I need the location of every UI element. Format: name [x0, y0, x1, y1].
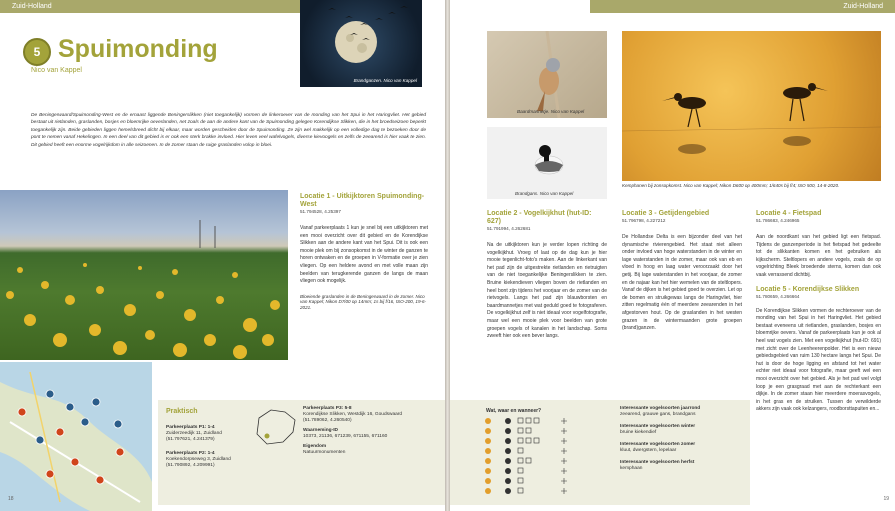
- waarneming-label: Waarneming-ID: [303, 428, 339, 433]
- moon-geese-illustration: [300, 0, 422, 87]
- header-band-left: [0, 0, 312, 13]
- parking-3-coords: (51.789062, 4.260540): [303, 418, 352, 423]
- location-2-title: Locatie 2 - Vogelkijkhut (hut-ID: 627): [487, 210, 592, 225]
- flowers-caption: Bloeiende graslanden in de Beningerwaard in de zomer. Nico van Kappel; Nikon D7i00 op 14mm; 1s bij f/16, ISO-200, 19-6-2021.: [300, 293, 427, 310]
- parking-1-address: Zuiderzeedijk 11, Zuidland: [166, 431, 222, 436]
- location-2-text: Na de uitkijktoren kun je verder lopen richting de vogelkijkhut. Vroeg of laat op de dag kun je hier mooie tegenlicht-foto's maken. Aan de linkerkant van het pad zijn de uitgestrekte rietlanden en rietruigten van de niet toegankelijke Beningerslikken te zien. Bruine kiekendieven vliegen boven de rietlanden en heel bont zijn tijdens het voorjaar en de zomer van de rietvogels. Langs het pad zijn blauwborsten en baardmannetjes met wat geduld goed te fotograferen. De vogelkijkhut zelf is niet ideaal voor vogelfotografie, maar wel een mooie plek voor beelden van grote groepen vogels of kanalen in het landschap. Soms zweeft hier ook een bever langs.: [487, 242, 607, 340]
- eigendom-value: Natuurmonumenten: [303, 450, 346, 455]
- waarneming-ids: 10373, 21136, 671239, 671155, 671160: [303, 434, 388, 439]
- season-icon-grid: [484, 416, 584, 501]
- species-summer-label: Interessante vogelsoorten zomer: [620, 442, 696, 447]
- author-name: Nico van Kappel: [31, 67, 82, 74]
- province-outline-map: [253, 406, 299, 448]
- bearded-tit-illustration: [487, 31, 607, 118]
- parking-3-info: [303, 406, 413, 456]
- intro-text: De Beningerwaard/Spuimonding-West en de ernaast liggende Beningerslikken (niet toegankelijk) vormen de linkeroever van de monding van het Spui in het Haringvliet. Het gebied bestaat uit rietlanden, graslanden, bosjes en bloemrijke oeverlanden, net zoals de aan de andere kant van de Spuimonding gelegen Korendijkse Slikken, die in het broedseizoen beperkt toegankelijk zijn. Beide gebieden liggen hemelsbreed dicht bij elkaar, maar worden gescheiden door de Spuimonding. Ze zijn wel makkelijk op een volledige dag te bezoeken door de pont te nemen vanaf Hekelingen. In een deel van dit gebied is er ook een sterk brakke invloed. Hier leven veel wafelvogels, diverse kievoogels en zelfs de zeearend is hier vaak te zien. Dit gebied heeft een enorme vogelrijkdom in alle seizoenen. In de zomer staan de ruige graslanden volop in bloei.: [31, 113, 426, 148]
- species-summer-value: kluut, dwergstern, lepelaar: [620, 448, 677, 453]
- parking-2-label: Parkeerplaats P2: 1-4: [166, 451, 215, 456]
- species-list: [620, 406, 745, 472]
- location-4-coords: 51.786683, 4.246965: [756, 218, 800, 223]
- bearded-tit-caption: Baardmannetje. Nico van Kappel: [517, 108, 585, 114]
- location-5-title: Locatie 5 - Korendijkse Slikken: [756, 285, 860, 293]
- location-3-block: [622, 210, 742, 333]
- right-page: [450, 0, 895, 511]
- location-5-coords: 51.780659, 4.266664: [756, 293, 800, 299]
- map-illustration: [0, 362, 152, 511]
- species-yearround-label: Interessante vogelsoorten jaarrond: [620, 406, 701, 411]
- page-number-right: 19: [883, 496, 889, 502]
- species-autumn-label: Interessante vogelsoorten herfst: [620, 460, 695, 465]
- location-number-badge: 5: [23, 38, 51, 66]
- location-1-block: [300, 193, 428, 310]
- goose-illustration: [487, 127, 607, 199]
- parking-3-address: Korendijkse Slikken, Westdijk 16, Goudswaard: [303, 412, 403, 417]
- location-1-title: Locatie 1 - Uitkijktoren Spuimonding-West: [300, 193, 425, 208]
- bearded-tit-photo: [487, 31, 607, 118]
- region-label: Zuid-Holland: [843, 3, 883, 10]
- location-3-title: Locatie 3 - Getijdengebied: [622, 210, 710, 217]
- location-1-text: Vanaf parkeerplaats 1 kun je snel bij een uitkijktoren met een mooi overzicht over dit gebied en de Korendijkse Slikken aan de andere kant van het Spui. Dit is ook een mooie plek om bij zonsopkomst in de winter de ganzen te horen ontwaken en de groepen in V-formatie over je zien vliegen. Op een heldere avond en met volle maan zijn beelden van terugkerende ganzen de langs de maan vliegen ook mogelijk.: [300, 225, 428, 285]
- page-title: Spuimonding: [58, 35, 218, 63]
- header-band-right: [590, 0, 895, 13]
- page-number-left: 18: [8, 496, 14, 502]
- location-4-5-block: [756, 210, 881, 414]
- moon-caption: Brandganzen. Nico van Kappel: [353, 77, 417, 83]
- practical-heading: Praktisch: [166, 408, 198, 415]
- area-map: [0, 362, 152, 511]
- waders-illustration: [622, 31, 881, 181]
- parking-1-info: [166, 425, 246, 469]
- moon-geese-photo: [300, 0, 422, 87]
- location-2-block: [487, 210, 607, 341]
- location-2-coords: 51.791994, 4.262681: [487, 226, 531, 231]
- location-4-title: Locatie 4 - Fietspad: [756, 210, 822, 217]
- flower-meadow-photo: [0, 190, 288, 360]
- left-page: [0, 0, 445, 511]
- location-5-text: De Korendijkse Slikken vormen de rechteroever van de monding van het Spui in het Haringvliet. Het gebied bestaat eveneens uit rietlanden, graslanden, bosjes en bloemrijke oevers. Vanaf de parkeerplaats kun je ook al heel wat vogels zien. Met een vogelkijkhut (hut-ID: 691) met zicht over de Leenheerenpolder. Het is een nieuw gebiedsgebied van ruim 130 hectare langs het Spui. De hut is door de hoge ligging en afstand tot het water echter niet ideaal voor fotografie, maar geeft wel een mooi overzicht over het gebied. Als je het pad wel volgt loop je een grasgraad met aan de rechterkant een dijkje. In de zomer staan hier meerdere moerasvogels, in het gras en de struiken. Tussen de verwilderde akkers zijn vaak ook kelzangers, roodborsttapuiten en...: [756, 307, 881, 413]
- parking-2-address: Koekendorpseweg 3, Zuidland: [166, 457, 231, 462]
- practical-box: [158, 400, 445, 505]
- location-1-coords: 51.794528, 4.25397: [300, 209, 341, 214]
- season-species-box: [450, 400, 750, 505]
- waders-sunrise-photo: [622, 31, 881, 181]
- brent-goose-photo: [487, 127, 607, 199]
- parking-3-label: Parkeerplaats P3: 5-8: [303, 406, 352, 411]
- flower-meadow-illustration: [0, 190, 288, 360]
- location-3-text: De Hollandse Delta is een bijzonder deel van het dynamische rivierengebied. Het staat niet alleen onder invloed van hoge waterstanden in de winter en lage waterstanden in de zomer, maar ook van eb en vloed in hoog en laag water veroorzaakt door het getij. Bij lage waterstanden in het voorjaar, de zomer en de najaar kan het hier wemelen van de steltlopers. Vanaf de dijken is het gebied goed te overzien. Let op de bomen en struikgewas langs de Haringvliet, hier zitten regelmatig één of meerdere zeearenden in het afgestorven hout. Op de graslanden in het westen grazen in de wintermaanden grote groepen (brand)ganzen.: [622, 234, 742, 332]
- waders-caption: Kemphanen bij zonsopkomst. Nico van Kappel; Nikon D600 op 400mm; 1/640s bij f/4; ISO 500, 14-8-2020.: [622, 183, 840, 188]
- species-autumn-value: kemphaan: [620, 466, 643, 471]
- parking-1-coords: (51.797621, 4.241379): [166, 437, 215, 442]
- region-label: Zuid-Holland: [12, 3, 52, 10]
- eigendom-label: Eigendom: [303, 444, 327, 449]
- location-3-coords: 51.796798, 4.227212: [622, 218, 666, 223]
- parking-1-label: Parkeerplaats P1: 1-4: [166, 425, 215, 430]
- parking-2-coords: (51.790892, 4.209991): [166, 463, 215, 468]
- species-winter-label: Interessante vogelsoorten winter: [620, 424, 696, 429]
- location-4-text: Aan de noordkant van het gebied ligt een fietspad. Tijdens de ganzenperiode is het fietspad het gedeelte tot de slikkanten komen en het gebruiken als kijkscherm. Steltlopers en andere vogels, zoals de op vogelrichting Bleek broedende sterns, komen dan ook vaak verrassend dichtbij.: [756, 234, 881, 278]
- species-winter-value: bruine kiekendief: [620, 430, 657, 435]
- brent-goose-caption: Brandgans. Nico van Kappel: [515, 190, 574, 196]
- species-yearround-value: zeearend, grauwe gans, brandgans: [620, 412, 696, 417]
- season-heading: Wat, waar en wanneer?: [486, 408, 542, 414]
